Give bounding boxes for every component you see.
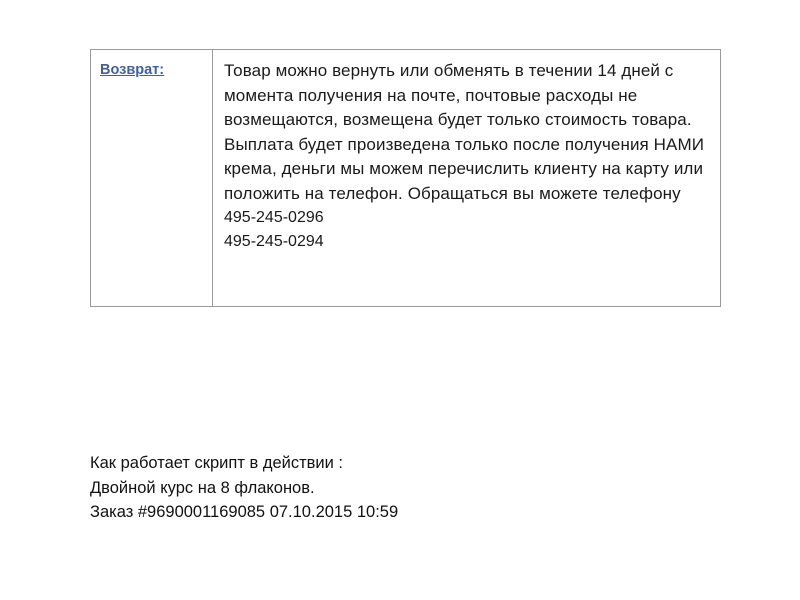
return-policy-table — [90, 49, 721, 307]
return-label: Возврат: — [100, 62, 165, 78]
caption-line-1: Как работает скрипт в действии : — [90, 454, 344, 472]
phone-number-2: 495-245-0294 — [224, 233, 324, 250]
return-policy-text: Товар можно вернуть или обменять в течении 14 дней с момента получения на почте, почтовые расходы не возмещаются, возмещена будет только стоимость товара. Выплата будет произведена только после получения НАМИ крема, деньги мы можем перечислить клиенту на карту или положить на телефон. Обращаться вы можете телефону — [224, 61, 705, 203]
caption-line-3: Заказ #9690001169085 07.10.2015 10:59 — [90, 503, 399, 521]
label-cell — [91, 50, 213, 306]
caption-line-2: Двойной курс на 8 флаконов. — [90, 478, 315, 497]
content-cell — [213, 50, 720, 306]
order-caption — [90, 451, 398, 525]
phone-number-1: 495-245-0296 — [224, 209, 324, 226]
